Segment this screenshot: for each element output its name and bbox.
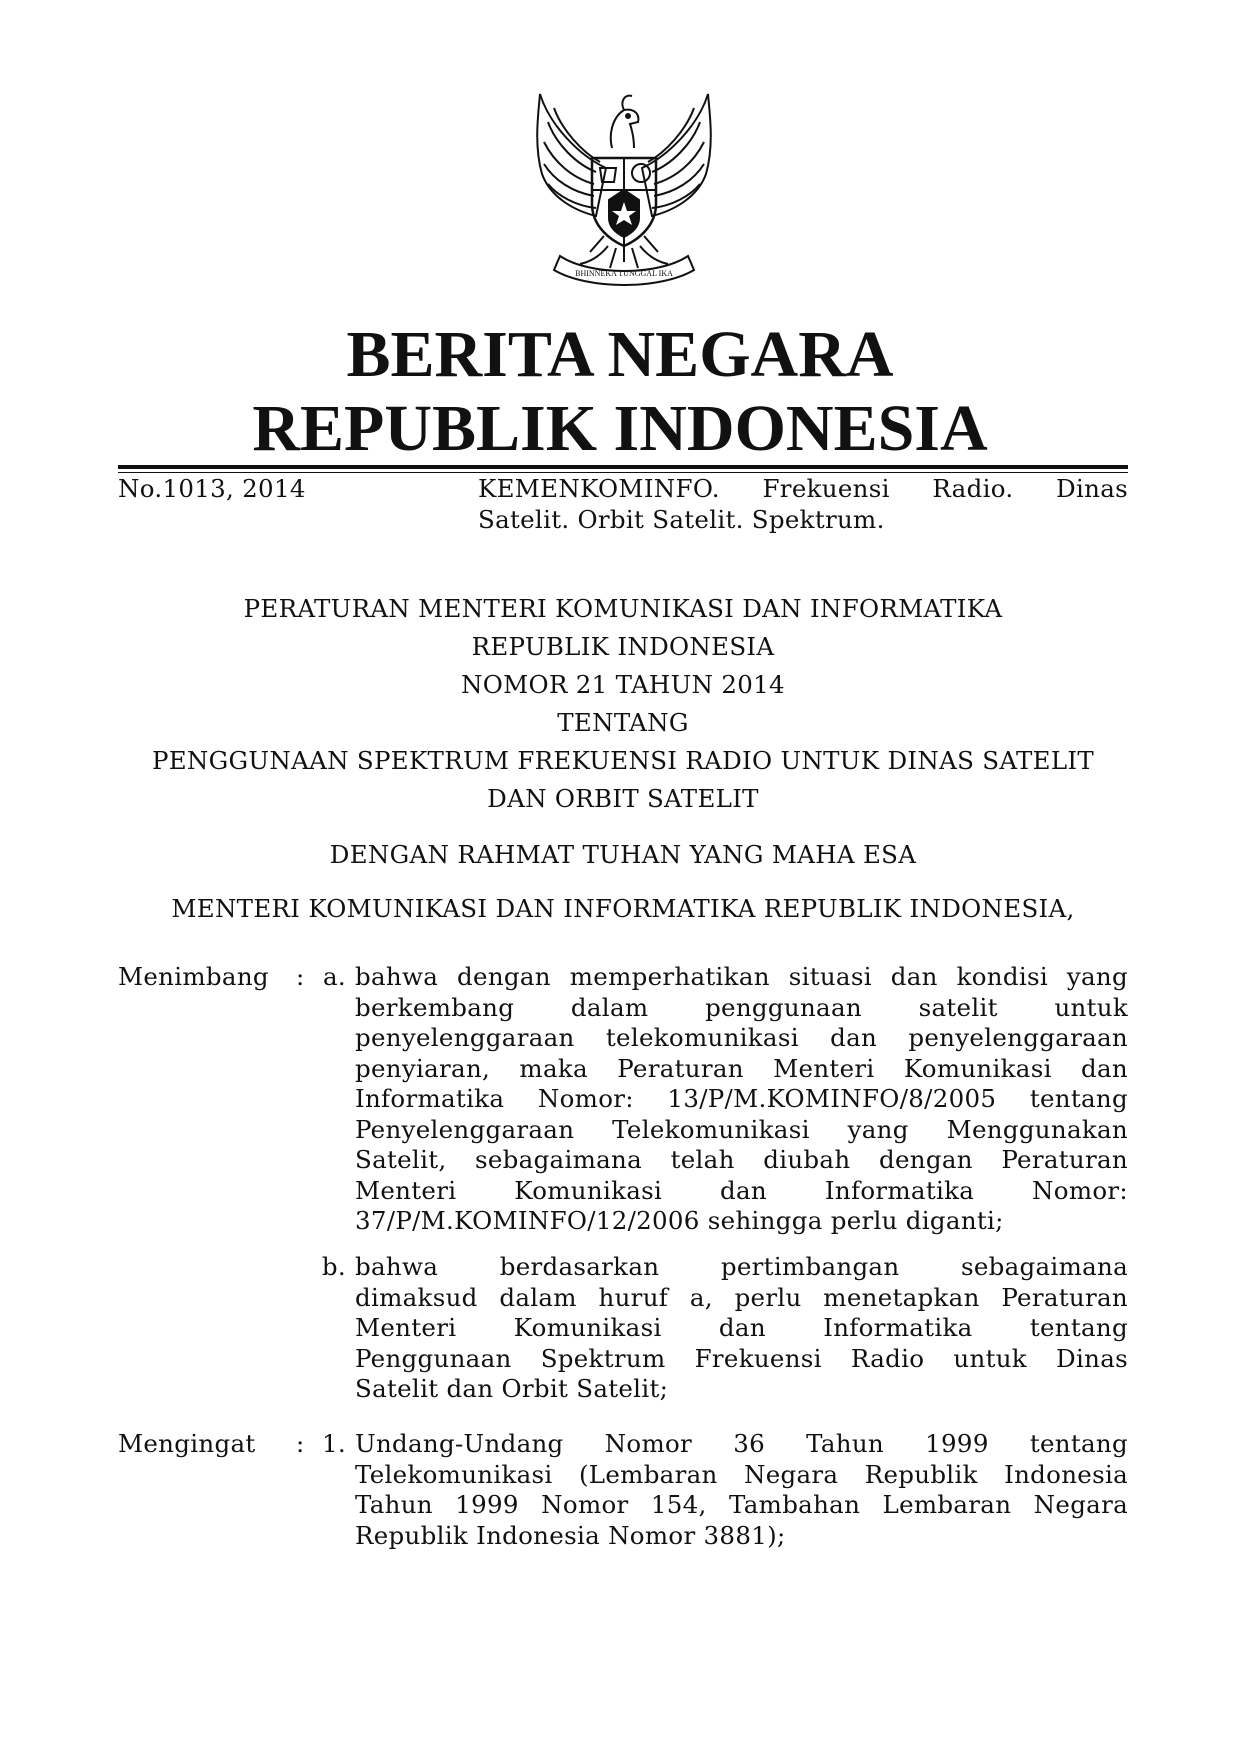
masthead-title: BERITA NEGARA xyxy=(346,318,894,391)
clause-line: Undang-Undang Nomor 36 Tahun 1999 tentang xyxy=(355,1429,1128,1458)
mengingat-label: Mengingat xyxy=(118,1429,256,1458)
clause-line: Tahun 1999 Nomor 154, Tambahan Lembaran Negara xyxy=(355,1490,1128,1519)
document-subject xyxy=(478,474,1128,535)
considering-item-marker: a. xyxy=(323,962,346,991)
clause-line: Telekomunikasi (Lembaran Negara Republik Indonesia xyxy=(355,1459,1128,1489)
clause-line: bahwa berdasarkan pertimbangan sebagaimana xyxy=(355,1252,1128,1281)
clause-line: Satelit dan Orbit Satelit; xyxy=(355,1374,669,1403)
considering-item-b xyxy=(355,1252,1128,1405)
clause-line: Satelit, sebagaimana telah diubah dengan Peraturan xyxy=(355,1145,1128,1174)
clause-line: Republik Indonesia Nomor 3881); xyxy=(355,1520,786,1550)
clause-line: Informatika Nomor: 13/P/M.KOMINFO/8/2005 tentang xyxy=(355,1084,1128,1113)
recalling-item-1 xyxy=(355,1429,1128,1551)
menimbang-label: Menimbang xyxy=(118,962,269,991)
regulation-subject-line: DAN ORBIT SATELIT xyxy=(487,784,759,813)
clause-line: Penyelenggaraan Telekomunikasi yang Menggunakan xyxy=(355,1114,1128,1144)
considering-item-marker: b. xyxy=(321,1252,346,1281)
clause-line: Penggunaan Spektrum Frekuensi Radio untuk Dinas xyxy=(355,1343,1128,1373)
clause-line: 37/P/M.KOMINFO/12/2006 sehingga perlu diganti; xyxy=(355,1206,1004,1235)
document-number: No.1013, 2014 xyxy=(118,474,306,503)
considering-item-a xyxy=(355,962,1128,1237)
invocation: DENGAN RAHMAT TUHAN YANG MAHA ESA xyxy=(329,840,917,869)
header-divider-thin xyxy=(118,472,1128,473)
clause-line: Menteri Komunikasi dan Informatika Nomor: xyxy=(355,1175,1128,1205)
regulation-number: NOMOR 21 TAHUN 2014 xyxy=(461,670,785,699)
masthead-subtitle: REPUBLIK INDONESIA xyxy=(252,392,988,465)
issuing-authority: MENTERI KOMUNIKASI DAN INFORMATIKA REPUBLIK INDONESIA, xyxy=(171,894,1075,923)
clause-line: berkembang dalam penggunaan satelit untuk xyxy=(355,992,1128,1022)
menimbang-colon: : xyxy=(296,962,305,991)
clause-line: dimaksud dalam huruf a, perlu menetapkan Peraturan xyxy=(355,1282,1128,1312)
recalling-item-marker: 1. xyxy=(322,1429,346,1458)
header-divider xyxy=(118,465,1128,469)
clause-line: Menteri Komunikasi dan Informatika tentang xyxy=(355,1313,1128,1342)
emblem-motto: BHINNEKA TUNGGAL IKA xyxy=(575,269,673,278)
document-subject-line: KEMENKOMINFO. Frekuensi Radio. Dinas xyxy=(478,474,1128,503)
regulation-about: TENTANG xyxy=(557,708,689,737)
clause-line: penyiaran, maka Peraturan Menteri Komunikasi dan xyxy=(355,1053,1128,1083)
document-subject-line: Satelit. Orbit Satelit. Spektrum. xyxy=(478,504,885,534)
regulation-subject-line: PENGGUNAAN SPEKTRUM FREKUENSI RADIO UNTUK DINAS SATELIT xyxy=(151,746,1095,775)
garuda-pancasila-emblem-icon xyxy=(520,86,728,296)
regulation-title-line: REPUBLIK INDONESIA xyxy=(471,632,775,661)
regulation-title-line: PERATURAN MENTERI KOMUNIKASI DAN INFORMATIKA xyxy=(243,594,1003,623)
clause-line: bahwa dengan memperhatikan situasi dan kondisi yang xyxy=(355,962,1128,991)
mengingat-colon: : xyxy=(296,1429,305,1458)
clause-line: penyelenggaraan telekomunikasi dan penyelenggaraan xyxy=(355,1023,1128,1052)
